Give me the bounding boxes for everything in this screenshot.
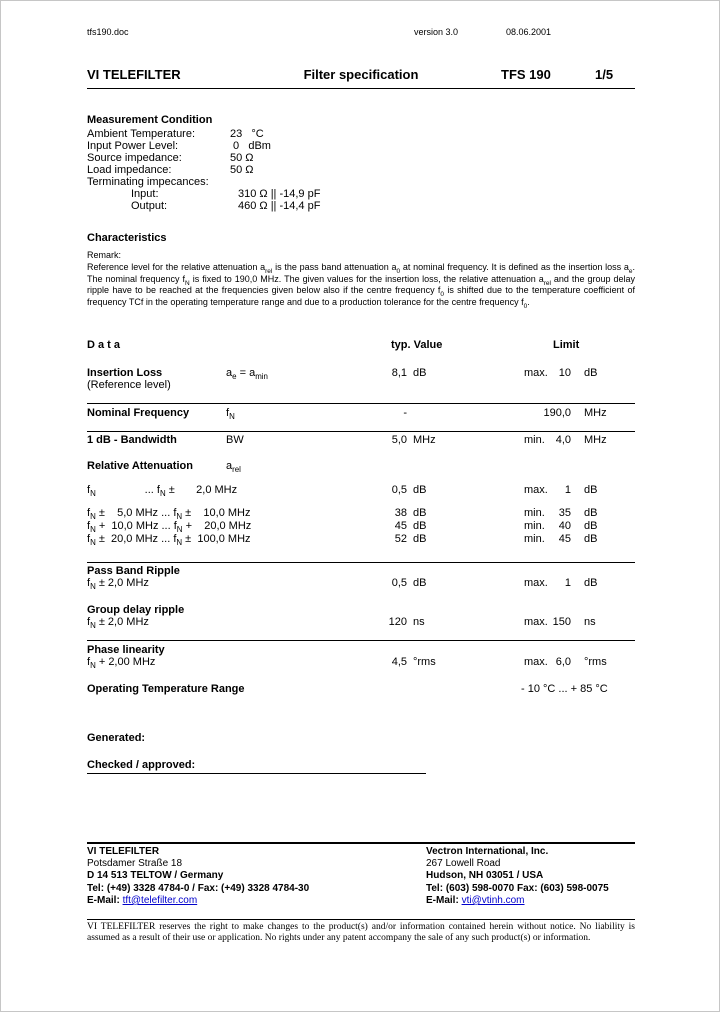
limit-unit: dB <box>584 367 598 379</box>
divider <box>87 919 635 920</box>
measurement-value: 23 °C <box>230 128 264 140</box>
title-bar <box>87 67 635 85</box>
doc-date: 08.06.2001 <box>506 27 552 37</box>
measurement-row <box>87 176 635 188</box>
row-sublabel: (Reference level) <box>87 379 171 391</box>
divider <box>87 403 635 404</box>
table-row <box>87 434 635 446</box>
table-row <box>87 644 635 671</box>
signature-line <box>87 773 426 774</box>
divider <box>87 562 635 563</box>
doc-filename: tfs190.doc <box>87 27 129 37</box>
column-header-data: D a t a <box>87 339 121 351</box>
column-header-limit: Limit <box>553 339 580 351</box>
limit-qualifier: max. <box>524 616 548 628</box>
row-label: Operating Temperature Range <box>87 683 245 695</box>
legal-disclaimer: VI TELEFILTER reserves the right to make changes to the product(s) and/or information contained herein without notice. No liability is assumed as a result of their use or application. No rights under any patent accompany the sale of any such product(s) or information. <box>87 922 635 943</box>
row-label: Phase linearity <box>87 644 165 656</box>
typ-unit: °rms <box>413 656 436 668</box>
limit-value: 45 <box>558 533 571 545</box>
typ-unit: MHz <box>413 434 436 446</box>
table-row <box>87 565 635 592</box>
remark-label: Remark: <box>87 250 122 260</box>
typ-value: 5,0 <box>391 434 407 446</box>
row-symbol: $a_{rel}$ <box>226 460 241 475</box>
column-header-typ: typ. Value <box>391 339 443 351</box>
frequency-range: $f_N + 10,0$ MHz ... $f_N$ + 20,0 MHz <box>87 520 252 535</box>
limit-qualifier: max. <box>524 656 548 668</box>
footer-phone: Tel: (+49) 3328 4784-0 / Fax: (+49) 3328 4784-30 <box>87 882 310 894</box>
table-row <box>87 520 635 535</box>
measurement-row <box>87 140 635 152</box>
limit-value: 1 <box>564 484 571 496</box>
row-label: Pass Band Ripple <box>87 565 180 577</box>
measurement-label: Load impedance: <box>87 164 172 176</box>
typ-value: 8,1 <box>391 367 407 379</box>
footer-company: VI TELEFILTER <box>87 846 160 857</box>
footer-email-label: E-Mail: <box>426 894 459 906</box>
footer-email-label: E-Mail: <box>87 894 120 906</box>
checked-approved-label: Checked / approved: <box>87 759 196 771</box>
row-sublabel: $f_N \pm 2,0$ MHz <box>87 616 149 631</box>
measurement-label: Input: <box>131 188 159 200</box>
row-label: Nominal Frequency <box>87 407 190 419</box>
limit-unit: dB <box>584 577 598 589</box>
doc-version: version 3.0 <box>414 27 459 37</box>
limit-unit: dB <box>584 507 598 519</box>
typ-value: 52 <box>394 533 407 545</box>
limit-range: - 10 °C ... + 85 °C <box>521 683 608 695</box>
row-sublabel: $f_N \pm 2,0$ MHz <box>87 577 149 592</box>
typ-value: 38 <box>394 507 407 519</box>
limit-qualifier: min. <box>524 533 545 545</box>
row-symbol: BW <box>226 434 244 446</box>
limit-unit: °rms <box>584 656 607 668</box>
measurement-row <box>87 188 635 200</box>
typ-value: 0,5 <box>391 484 407 496</box>
limit-value: 4,0 <box>555 434 571 446</box>
measurement-value: 460 Ω || -14,4 pF <box>238 200 321 212</box>
typ-value: 45 <box>394 520 407 532</box>
row-label: 1 dB - Bandwidth <box>87 434 177 446</box>
limit-qualifier: max. <box>524 577 548 589</box>
typ-unit: dB <box>413 577 427 589</box>
footer-street: 267 Lowell Road <box>426 858 501 870</box>
remark-paragraph: Reference level for the relative attenuation $a_{rel}$ is the pass band attenuation $a_0$ at nominal frequency. It is defined as the insertion loss $a_e$. The nominal frequency $f_N$ is fixed to 190,0 MHz. The given values for the insertion loss, the relative attenuation $a_{rel}$ and the group delay ripple have to be reached at the frequencies given below also if the centre frequency $f_0$ is shifted due to the temperature coefficient of frequency TCf in the operating temperature range and due to a production tolerance for the centre frequency $f_0$. <box>87 262 636 310</box>
measurement-row <box>87 128 635 140</box>
page-number: 1/5 <box>595 67 614 82</box>
row-sublabel: $f_N + 2,00$ MHz <box>87 656 156 671</box>
divider <box>87 88 635 89</box>
typ-unit: dB <box>413 367 427 379</box>
footer-phone: Tel: (603) 598-0070 Fax: (603) 598-0075 <box>426 882 609 894</box>
footer-address-vectron <box>426 846 720 907</box>
limit-value: 150 <box>552 616 571 628</box>
table-row <box>87 407 635 422</box>
measurement-row <box>87 164 635 176</box>
limit-qualifier: max. <box>524 484 548 496</box>
limit-unit: MHz <box>584 434 607 446</box>
frequency-range: $f_N$ ± 5,0 MHz ... $f_N$ ± 10,0 MHz <box>87 507 251 522</box>
section-title-characteristics: Characteristics <box>87 232 167 244</box>
divider <box>87 431 635 432</box>
footer-company: Vectron International, Inc. <box>426 846 549 857</box>
typ-unit: dB <box>413 533 427 545</box>
table-row <box>87 484 635 499</box>
limit-value: 10 <box>558 367 571 379</box>
measurement-label: Ambient Temperature: <box>87 128 196 140</box>
footer-street: Potsdamer Straße 18 <box>87 858 183 870</box>
section-title-measurement: Measurement Condition <box>87 114 213 126</box>
limit-unit: dB <box>584 520 598 532</box>
limit-qualifier: min. <box>524 507 545 519</box>
row-label: Insertion Loss <box>87 367 163 379</box>
row-label: Relative Attenuation <box>87 460 193 472</box>
table-row <box>87 604 635 631</box>
table-row <box>87 367 635 391</box>
typ-unit: dB <box>413 484 427 496</box>
measurement-row <box>87 200 635 212</box>
row-label: Group delay ripple <box>87 604 185 616</box>
limit-qualifier: min. <box>524 434 545 446</box>
limit-unit: ns <box>584 616 596 628</box>
table-row <box>87 683 635 695</box>
divider <box>87 842 635 844</box>
generated-label: Generated: <box>87 732 146 744</box>
typ-value: 4,5 <box>391 656 407 668</box>
limit-value: 190,0 <box>543 407 571 419</box>
footer-city: D 14 513 TELTOW / Germany <box>87 870 224 882</box>
limit-unit: dB <box>584 533 598 545</box>
typ-value: 120 <box>388 616 407 628</box>
company-name: VI TELEFILTER <box>87 67 181 82</box>
frequency-range: $f_N$ ... $f_N$ ± 2,0 MHz <box>87 484 238 499</box>
limit-value: 35 <box>558 507 571 519</box>
limit-value: 40 <box>558 520 571 532</box>
typ-value: - <box>403 407 407 419</box>
measurement-value: 50 Ω <box>230 164 254 176</box>
typ-value: 0,5 <box>391 577 407 589</box>
typ-unit: ns <box>413 616 425 628</box>
row-symbol: $a_e = a_{min}$ <box>226 367 268 382</box>
typ-unit: dB <box>413 520 427 532</box>
table-row <box>87 460 635 475</box>
measurement-value: 50 Ω <box>230 152 254 164</box>
measurement-label: Terminating impecances: <box>87 176 209 188</box>
doc-title: Filter specification <box>303 67 419 82</box>
footer-address-telefilter <box>87 846 417 907</box>
limit-qualifier: min. <box>524 520 545 532</box>
measurement-label: Input Power Level: <box>87 140 179 152</box>
limit-qualifier: max. <box>524 367 548 379</box>
measurement-row <box>87 152 635 164</box>
row-symbol: $f_N$ <box>226 407 235 422</box>
table-row <box>87 533 635 548</box>
table-row <box>87 507 635 522</box>
limit-unit: MHz <box>584 407 607 419</box>
frequency-range: $f_N \pm 20,0$ MHz ... $f_N \pm 100,0$ MHz <box>87 533 251 548</box>
measurement-label: Source impedance: <box>87 152 182 164</box>
model-number: TFS 190 <box>501 67 551 82</box>
divider <box>87 640 635 641</box>
limit-unit: dB <box>584 484 598 496</box>
typ-unit: dB <box>413 507 427 519</box>
limit-value: 6,0 <box>555 656 571 668</box>
measurement-value: 310 Ω || -14,9 pF <box>238 188 321 200</box>
limit-value: 1 <box>564 577 571 589</box>
measurement-value: 0 dBm <box>230 140 271 152</box>
measurement-label: Output: <box>131 200 168 212</box>
email-link-vectron[interactable]: vti@vtinh.com <box>461 894 525 906</box>
email-link-telefilter[interactable]: tft@telefilter.com <box>122 894 198 906</box>
footer-city: Hudson, NH 03051 / USA <box>426 870 544 882</box>
